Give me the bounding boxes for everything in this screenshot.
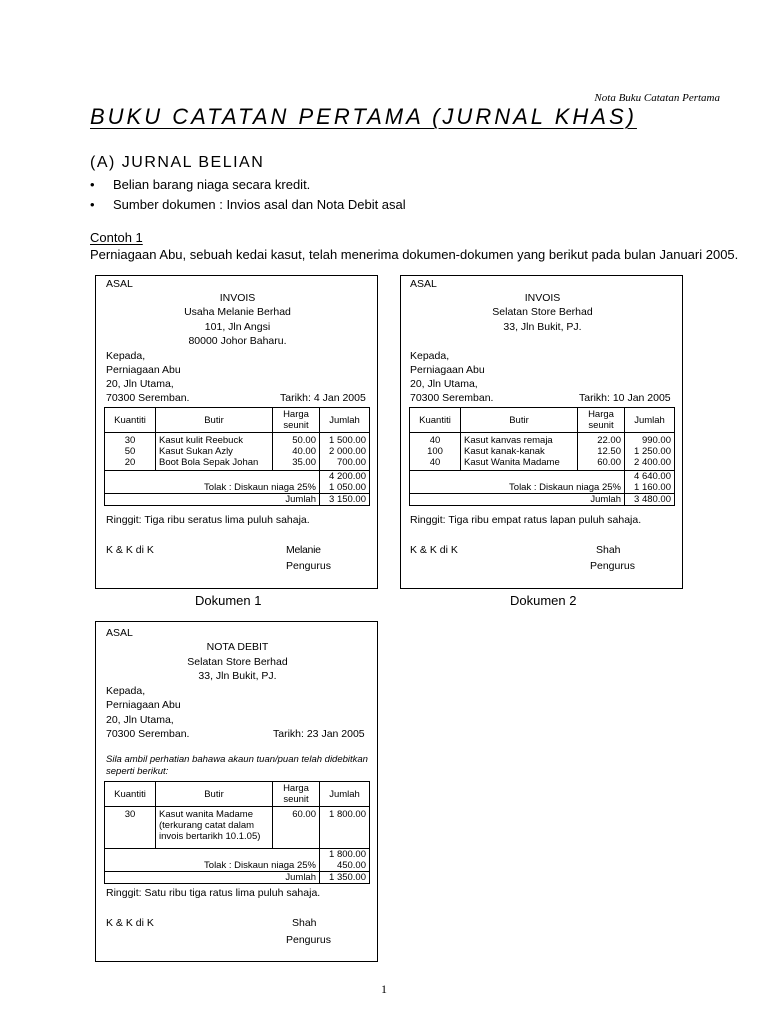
item-desc: Kasut kanak-kanak	[461, 446, 578, 457]
jumlah-label: Jumlah	[105, 494, 320, 506]
amount-in-words: Ringgit: Tiga ribu seratus lima puluh sahaja.	[106, 514, 310, 526]
recipient-name: Perniagaan Abu	[106, 699, 181, 711]
table-row	[105, 807, 370, 849]
recipient-address: 20, Jln Utama,	[410, 378, 478, 390]
doc-date: Tarikh: 23 Jan 2005	[273, 728, 365, 740]
col-header: Harga seunit	[578, 408, 625, 433]
total-row	[105, 872, 370, 884]
signatory-position: Pengurus	[286, 934, 331, 946]
items-table	[104, 781, 370, 884]
bullet-item: • Belian barang niaga secara kredit.	[90, 176, 406, 196]
doc-type: INVOIS	[219, 292, 256, 304]
item-total: 1 250.00	[625, 446, 675, 457]
col-header: Butir	[156, 408, 273, 433]
subtotal-cell	[625, 471, 675, 494]
discount: 1 160.00	[634, 482, 671, 493]
item-desc: Kasut Sukan Azly	[156, 446, 273, 457]
company-address: 101, Jln Angsi	[204, 321, 271, 333]
item-desc: Kasut kulit Reebuck	[156, 433, 273, 447]
bullet-item: • Sumber dokumen : Invios asal dan Nota Debit asal	[90, 196, 406, 216]
company-name: Selatan Store Berhad	[492, 306, 593, 318]
col-header: Jumlah	[625, 408, 675, 433]
recipient-label: Kepada,	[410, 350, 450, 362]
company-name: Selatan Store Berhad	[187, 656, 288, 668]
col-header: Harga seunit	[273, 408, 320, 433]
table-row	[105, 457, 370, 471]
doc-caption: Dokumen 2	[510, 593, 577, 608]
jumlah-label: Jumlah	[105, 872, 320, 884]
item-qty: 100	[410, 446, 461, 457]
item-desc-line: invois bertarikh 10.1.05)	[159, 831, 261, 842]
item-price: 50.00	[273, 433, 320, 447]
recipient-name: Perniagaan Abu	[106, 364, 181, 376]
item-price: 12.50	[578, 446, 625, 457]
signoff: K & K di K	[106, 544, 154, 556]
company-address: 33, Jln Bukit, PJ.	[198, 670, 277, 682]
col-header: Kuantiti	[105, 408, 156, 433]
totals-row	[105, 849, 370, 872]
item-qty: 40	[410, 433, 461, 447]
recipient-address: 20, Jln Utama,	[106, 714, 174, 726]
item-total: 1 800.00	[320, 807, 370, 849]
total-row	[410, 494, 675, 506]
doc-type: INVOIS	[524, 292, 561, 304]
table-row	[105, 433, 370, 447]
debit-note-text: seperti berikut:	[106, 766, 169, 777]
recipient-address: 70300 Seremban.	[106, 392, 190, 404]
invoice-document-1	[95, 275, 378, 589]
doc-label: ASAL	[106, 278, 133, 290]
company-name: Usaha Melanie Berhad	[184, 306, 291, 318]
doc-date: Tarikh: 4 Jan 2005	[280, 392, 366, 404]
section-title: (A) JURNAL BELIAN	[90, 154, 265, 171]
debit-note-document	[95, 621, 378, 962]
subtotal-cell	[320, 471, 370, 494]
page-title: BUKU CATATAN PERTAMA (JURNAL KHAS)	[90, 104, 637, 129]
item-total: 1 500.00	[320, 433, 370, 447]
amount-in-words: Ringgit: Satu ribu tiga ratus lima puluh sahaja.	[106, 887, 321, 899]
total-row	[105, 494, 370, 506]
items-table	[409, 407, 675, 506]
col-header: Kuantiti	[105, 782, 156, 807]
col-header: Jumlah	[320, 408, 370, 433]
item-price: 40.00	[273, 446, 320, 457]
table-row	[410, 457, 675, 471]
table-row	[105, 446, 370, 457]
header-note: Nota Buku Catatan Pertama	[594, 92, 720, 104]
col-header: Jumlah	[320, 782, 370, 807]
signoff: K & K di K	[410, 544, 458, 556]
col-header: Butir	[156, 782, 273, 807]
item-price: 35.00	[273, 457, 320, 471]
subtotal-cell	[320, 849, 370, 872]
item-price: 60.00	[273, 807, 320, 849]
item-qty: 30	[105, 433, 156, 447]
doc-caption: Dokumen 1	[195, 593, 262, 608]
bullet-list	[90, 176, 406, 216]
subtotal: 1 800.00	[329, 849, 366, 860]
discount: 450.00	[336, 860, 366, 871]
signoff: K & K di K	[106, 917, 154, 929]
item-qty: 20	[105, 457, 156, 471]
discount: 1 050.00	[329, 482, 366, 493]
items-table	[104, 407, 370, 506]
example-title: Contoh 1	[90, 230, 143, 245]
signatory-position: Pengurus	[590, 560, 635, 572]
discount-label: Tolak : Diskaun niaga 25%	[105, 849, 320, 872]
recipient-label: Kepada,	[106, 350, 146, 362]
recipient-address: 70300 Seremban.	[106, 728, 190, 740]
page-number: 1	[381, 982, 387, 996]
subtotal: 4 640.00	[634, 471, 671, 482]
totals-row	[105, 471, 370, 494]
item-desc: Kasut kanvas remaja	[461, 433, 578, 447]
col-header: Kuantiti	[410, 408, 461, 433]
item-desc: Kasut Wanita Madame	[461, 457, 578, 471]
signature: Shah	[292, 917, 317, 929]
doc-label: ASAL	[410, 278, 437, 290]
recipient-address: 20, Jln Utama,	[106, 378, 174, 390]
subtotal: 4 200.00	[329, 471, 366, 482]
doc-type: NOTA DEBIT	[206, 641, 269, 653]
item-price: 60.00	[578, 457, 625, 471]
discount-label: Tolak : Diskaun niaga 25%	[105, 471, 320, 494]
item-price: 22.00	[578, 433, 625, 447]
recipient-label: Kepada,	[106, 685, 146, 697]
jumlah-value: 3 150.00	[320, 494, 370, 506]
example-text: Perniagaan Abu, sebuah kedai kasut, telah menerima dokumen-dokumen yang berikut pada bulan Januari 2005.	[90, 247, 739, 262]
item-desc: Boot Bola Sepak Johan	[156, 457, 273, 471]
item-total: 700.00	[320, 457, 370, 471]
company-address: 80000 Johor Baharu.	[188, 335, 287, 347]
signature: Shah	[596, 544, 621, 556]
signature: Melanie	[286, 544, 321, 556]
item-desc-line: Kasut wanita Madame	[159, 809, 253, 820]
item-total: 990.00	[625, 433, 675, 447]
amount-in-words: Ringgit: Tiga ribu empat ratus lapan puluh sahaja.	[410, 514, 642, 526]
recipient-address: 70300 Seremban.	[410, 392, 494, 404]
jumlah-value: 1 350.00	[320, 872, 370, 884]
jumlah-value: 3 480.00	[625, 494, 675, 506]
item-desc-line: (terkurang catat dalam	[159, 820, 255, 831]
signatory-position: Pengurus	[286, 560, 331, 572]
item-qty: 40	[410, 457, 461, 471]
invoice-document-2	[400, 275, 683, 589]
item-qty: 50	[105, 446, 156, 457]
jumlah-label: Jumlah	[410, 494, 625, 506]
item-total: 2 000.00	[320, 446, 370, 457]
item-desc	[156, 807, 273, 849]
item-total: 2 400.00	[625, 457, 675, 471]
item-qty: 30	[105, 807, 156, 849]
table-row	[410, 433, 675, 447]
table-row	[410, 446, 675, 457]
col-header: Harga seunit	[273, 782, 320, 807]
doc-date: Tarikh: 10 Jan 2005	[579, 392, 671, 404]
totals-row	[410, 471, 675, 494]
discount-label: Tolak : Diskaun niaga 25%	[410, 471, 625, 494]
col-header: Butir	[461, 408, 578, 433]
company-address: 33, Jln Bukit, PJ.	[503, 321, 582, 333]
doc-label: ASAL	[106, 627, 133, 639]
debit-note-text: Sila ambil perhatian bahawa akaun tuan/puan telah didebitkan	[106, 754, 368, 765]
recipient-name: Perniagaan Abu	[410, 364, 485, 376]
